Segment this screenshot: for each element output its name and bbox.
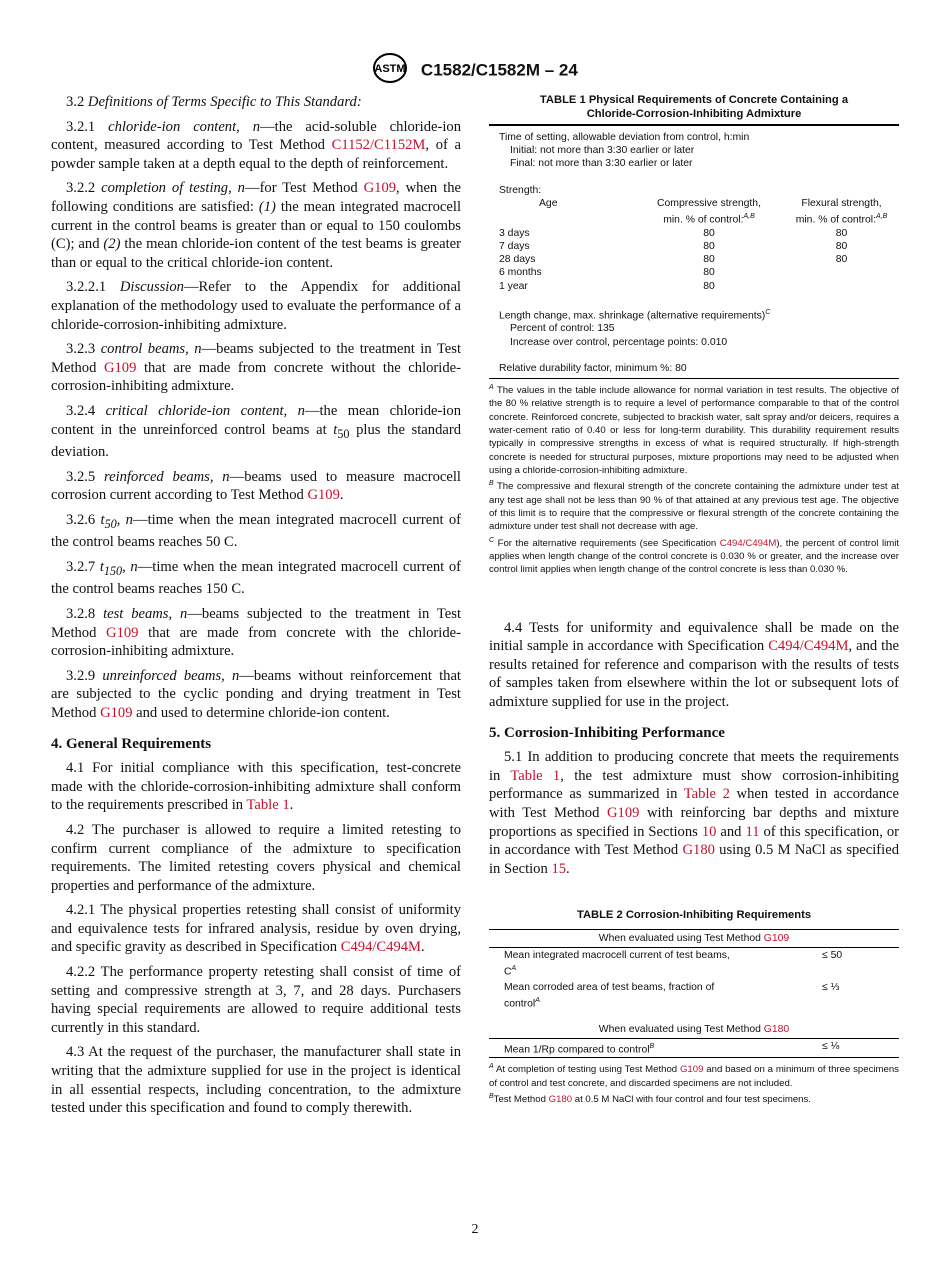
page-number: 2 (471, 1222, 479, 1237)
document-designation: C1582/C1582M – 24 (420, 60, 578, 80)
section-heading-4: 4. General Requirements (51, 735, 212, 752)
paragraph-3-2-2: 3.2.2 completion of testing, n—for Test Method G109, when the following conditions are satisfied: (1) the mean integrated macrocell current in the control beams is greater than or equal to 150 coulombs (C); and (2) the mean chloride-ion content of the test beams is greater than or equal to the critical chloride-ion content. (51, 180, 461, 271)
table-2-subheading-g180: When evaluated using Test Method G180 (489, 1021, 899, 1038)
table-2-notes (489, 1060, 899, 1106)
link-section-11[interactable]: 11 (745, 823, 760, 840)
link-c494[interactable]: C494/C494M (768, 638, 849, 655)
durability-factor: Relative durability factor, minimum %: 80 (499, 362, 687, 374)
table-1-title: TABLE 1 Physical Requirements of Concrete Containing a Chloride-Corrosion-Inhibiting Admixture (539, 94, 849, 120)
paragraph-3-2-2-1: 3.2.2.1 Discussion—Refer to the Appendix for additional explanation of the methodology used to evaluate the performance of a chloride-corrosion-inhibiting admixture. (51, 279, 461, 333)
table-row: 28 days 80 80 (499, 254, 848, 266)
table-2-subheading-g109: When evaluated using Test Method G109 (489, 930, 899, 947)
link-table-1[interactable]: Table 1 (246, 797, 290, 814)
length-percent: Percent of control: 135 (510, 323, 615, 335)
link-g180[interactable]: G180 (682, 842, 715, 859)
left-column (51, 93, 461, 1124)
paragraph-3-2-8: 3.2.8 test beams, n—beams subjected to the treatment in Test Method G109 that are made from concrete with the chloride-corrosion-inhibiting admixture. (51, 605, 461, 660)
note-a: $^A$ At completion of testing using Test Method G109 and based on a minimum of three specimens of control and test concrete, and discarded specimens are not included. (489, 1063, 899, 1089)
right-text (489, 619, 899, 879)
paragraph-5-1: 5.1 In addition to producing concrete that meets the requirements in Table 1, the test admixture must show corrosion-inhibiting performance as summarized in Table 2 when tested in accordance with Test Method G109 with reinforcing bar depths and mixture proportions as specified in Sections 10 and 11 of this specification, or in accordance with Test Method G180 using 0.5 M NaCl as specified in Section 15. (489, 749, 900, 877)
table-1-notes (489, 381, 899, 577)
paragraph-4-2-2: 4.2.2 The performance property retesting shall consist of time of setting and compressive strength at 3, 7, and 28 days. Purchasers having special requirements are allowed to require additional tests currently in this standard. (51, 964, 461, 1036)
table-row: 3 days 80 80 (499, 227, 848, 239)
paragraph-4-1: 4.1 For initial compliance with this specification, test-concrete made with the chloride-corrosion-inhibiting admixture shall conform to the requirements prescribed in Table 1. (51, 760, 461, 814)
link-g109[interactable]: G109 (763, 933, 790, 945)
paragraph-3-2-9: 3.2.9 unreinforced beams, n—beams without reinforcement that are subjected to the cyclic ponding and drying treatment in Test Method G109 and used to determine chloride-ion content. (51, 667, 461, 721)
right-column (489, 93, 899, 1107)
length-increase: Increase over control, percentage points: 0.010 (510, 336, 728, 348)
link-g180[interactable]: G180 (548, 1094, 573, 1106)
link-g180[interactable]: G180 (763, 1024, 790, 1036)
setting-initial: Initial: not more than 3:30 earlier or later (510, 145, 695, 157)
paragraph-3-2-4: 3.2.4 critical chloride-ion content, n—the mean chloride-ion content in the unreinforced control beams at $t_{50}$ plus the standard deviation. (51, 402, 461, 460)
paragraph-3-2-5: 3.2.5 reinforced beams, n—beams used to measure macrocell corrosion current according to Test Method G109. (51, 468, 461, 504)
link-g109[interactable]: G109 (679, 1064, 704, 1076)
note-c: $^C$ For the alternative requirements (see Specification C494/C494M), the percent of control limit applies when length change of the control concrete is 0.030 % or greater, and the increase over control limit applies when length change of the control concrete is less than 0.030 %. (489, 536, 900, 576)
col-age: Age (539, 197, 558, 209)
link-c494[interactable]: C494/C494M (719, 537, 777, 549)
link-section-15[interactable]: 15 (551, 860, 567, 877)
link-g109[interactable]: G109 (106, 624, 139, 641)
page-header (0, 52, 950, 89)
table-row: 7 days 80 80 (499, 240, 848, 252)
link-c494[interactable]: C494/C494M (340, 939, 422, 956)
setting-heading: Time of setting, allowable deviation from control, h:min (499, 132, 750, 143)
strength-table (499, 197, 899, 293)
svg-text:ASTM: ASTM (374, 63, 406, 75)
paragraph-3-2-3: 3.2.3 control beams, n—beams subjected to the treatment in Test Method G109 that are made from concrete without the chloride-corrosion-inhibiting admixture. (51, 341, 461, 395)
link-c1152[interactable]: C1152/C1152M (331, 137, 426, 154)
paragraph-4-4: 4.4 Tests for uniformity and equivalence shall be made on the initial sample in accordance with Specification C494/C494M, and the results retained for reference and comparison with the results of tests of samples taken from elsewhere within the lot or subsequent lots of admixture supplied for use in the project. (489, 619, 899, 711)
note-b: $^B$Test Method G180 at 0.5 M NaCl with four control and four test specimens. (489, 1093, 811, 1106)
section-heading-5: 5. Corrosion-Inhibiting Performance (489, 724, 725, 741)
astm-logo-icon (372, 52, 408, 89)
table-1 (489, 124, 899, 379)
paragraph-3-2-1: 3.2.1 chloride-ion content, n—the acid-soluble chloride-ion content, measured according to Test Method C1152/C1152M, of a powder sample taken at a depth equal to the depth of reinforcement. (51, 118, 461, 172)
link-g109[interactable]: G109 (100, 704, 133, 721)
paragraph-4-3: 4.3 At the request of the purchaser, the manufacturer shall state in writing that the admixture supplied for use in the project is identical in all essential respects, including concentration, to the admixture tested under this specification and found to comply therewith. (51, 1044, 461, 1117)
table-row: Mean corroded area of test beams, fraction of control$^A$ ≤ ⅓ (504, 981, 840, 1010)
table-row: 1 year 80 (499, 280, 715, 292)
link-g109[interactable]: G109 (363, 180, 397, 197)
table-2 (489, 929, 899, 1058)
col-compressive: Compressive strength, min. % of control:$^{A,B}$ (657, 197, 761, 226)
strength-heading: Strength: (499, 184, 542, 196)
table-row: Mean integrated macrocell current of test beams, $C^A$ ≤ 50 (504, 949, 843, 978)
note-a: $^A$ The values in the table include allowance for normal variation in test results. The objective of the 80 % relative strength is to require a level of performance comparable to that of the control concrete. Reinforced concrete, subjected to brackish water, salt spray and/or deicers, requires a water-cement ratio of 0.40 or less for long-term durability. This durability requirement results typically in compressive strengths in excess of what is required structurally. If high-strength concrete is needed for structural purposes, mixture proportions may need to be adjusted when using a chloride-corrosion-inhibiting admixture. (489, 383, 899, 476)
note-b: $^B$ The compressive and flexural strength of the concrete containing the admixture under test at any test age shall not be less than 90 % of that attained at any previous test age. The objective of this limit is to require that the compressive or flexural strength of the concrete containing the admixture under test shall not decrease with age. (489, 480, 899, 533)
paragraph-4-2: 4.2 The purchaser is allowed to require a limited retesting to confirm current compliance of the admixture to specification requirements. The limited retesting covers physical and chemical properties and performance of the admixture. (51, 821, 461, 894)
link-g109[interactable]: G109 (307, 487, 340, 504)
table-row: 6 months 80 (499, 267, 715, 279)
length-heading: Length change, max. shrinkage (alternative requirements)$^C$ (499, 308, 771, 322)
paragraph-3-2: 3.2 Definitions of Terms Specific to This Standard: (66, 94, 362, 110)
link-g109[interactable]: G109 (103, 359, 137, 376)
setting-final: Final: not more than 3:30 earlier or later (510, 158, 693, 170)
link-table-2[interactable]: Table 2 (683, 786, 730, 803)
link-table-1[interactable]: Table 1 (510, 767, 561, 784)
table-2-title: TABLE 2 Corrosion-Inhibiting Requirements (576, 909, 812, 922)
paragraph-3-2-6: 3.2.6 $t_{50}$, n—time when the mean integrated macrocell current of the control beams reaches 50 C. (51, 511, 462, 551)
paragraph-4-2-1: 4.2.1 The physical properties retesting shall consist of uniformity and equivalence tests for infrared analysis, residue by oven drying, and specific gravity as described in Specification C494/C494M. (51, 902, 461, 956)
paragraph-3-2-7: 3.2.7 $t_{150}$, n—time when the mean integrated macrocell current of the control beams reaches 150 C. (51, 558, 462, 598)
col-flexural: Flexural strength, min. % of control:$^{A,B}$ (795, 197, 888, 226)
table-row: Mean 1/Rp compared to control$^B$ ≤ ⅛ (504, 1040, 840, 1056)
link-section-10[interactable]: 10 (701, 823, 717, 840)
link-g109[interactable]: G109 (606, 805, 640, 822)
